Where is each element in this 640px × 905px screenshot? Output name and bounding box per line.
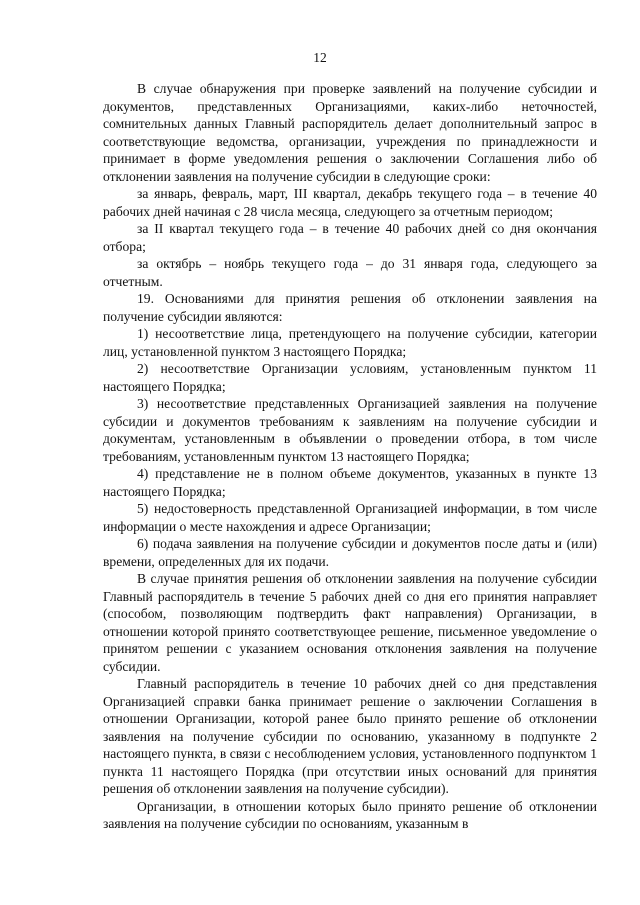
paragraph-term-oct-nov: за октябрь – ноябрь текущего года – до 31 января года, следующего за отчетным. — [103, 256, 597, 289]
paragraph-term-q1-q3: за январь, февраль, март, III квартал, декабрь текущего года – в течение 40 рабочих дней начиная с 28 числа месяца, следующего за отчетным периодом; — [103, 186, 597, 219]
paragraph-ground-4: 4) представление не в полном объеме документов, указанных в пункте 13 настоящего Порядка; — [103, 466, 597, 499]
paragraph-intro: В случае обнаружения при проверке заявлений на получение субсидии и документов, представленных Организациями, каких-либо неточностей, сомнительных данных Главный распорядитель делает дополнительный запрос в соответствующие ведомства, организации, учреждения по принадлежности и принимает в форме уведомления решения о заключении Соглашения либо об отклонении заявления на получение субсидии в следующие сроки: — [103, 81, 597, 184]
paragraph-ground-6: 6) подача заявления на получение субсидии и документов после даты и (или) времени, определенных для их подачи. — [103, 536, 597, 569]
page-number: 12 — [313, 50, 327, 65]
paragraph-ground-5: 5) недостоверность представленной Организацией информации, в том числе информации о месте нахождения и адресе Организации; — [103, 501, 597, 534]
paragraph-item-19: 19. Основаниями для принятия решения об отклонении заявления на получение субсидии являются: — [103, 291, 597, 324]
paragraph-ground-1: 1) несоответствие лица, претендующего на получение субсидии, категории лиц, установленной пунктом 3 настоящего Порядка; — [103, 326, 597, 359]
paragraph-ground-2: 2) несоответствие Организации условиям, установленным пунктом 11 настоящего Порядка; — [103, 361, 597, 394]
paragraph-bank-certificate: Главный распорядитель в течение 10 рабочих дней со дня представления Организацией справки банка принимает решение о заключении Соглашения в отношении Организации, которой ранее было принято решение об отклонении заявления на получение субсидии по основанию, указанному в подпункте 2 настоящего пункта, в связи с несоблюдением условия, установленного подпунктом 1 пункта 11 настоящего Порядка (при отсутствии иных оснований для принятия решения об отклонении заявления на получение субсидии). — [103, 676, 597, 796]
document-body — [103, 80, 597, 833]
paragraph-rejection-notice: В случае принятия решения об отклонении заявления на получение субсидии Главный распорядитель в течение 5 рабочих дней со дня его принятия направляет (способом, позволяющим подтвердить факт направления) Организации, в отношении которой принято соответствующее решение, письменное уведомление о принятом решении с указанием основания отклонения заявления на получение субсидии. — [103, 571, 597, 674]
paragraph-organizations: Организации, в отношении которых было принято решение об отклонении заявления на получение субсидии по основаниям, указанным в — [103, 798, 597, 831]
paragraph-term-q2: за II квартал текущего года – в течение 40 рабочих дней со дня окончания отбора; — [103, 221, 597, 254]
paragraph-ground-3: 3) несоответствие представленных Организацией заявления на получение субсидии и документов требованиям к заявлениям на получение субсидии и документам, установленным в объявлении о проведении отбора, в том числе требованиям, установленным пунктом 13 настоящего Порядка; — [103, 396, 597, 464]
